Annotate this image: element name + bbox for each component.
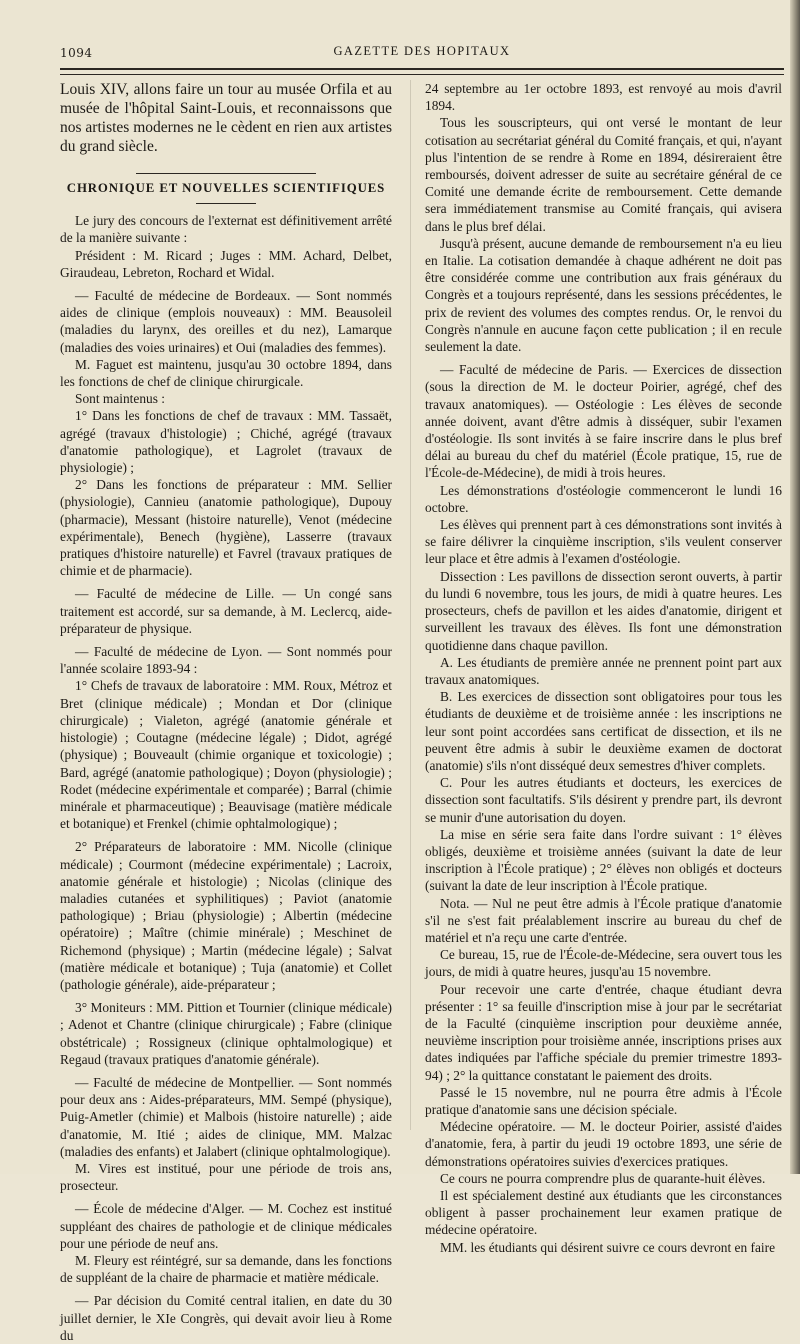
paragraph: B. Les exercices de dissection sont obligatoires pour tous les étudiants de deuxième et de troisième année : les inscriptions ne leur sont point accordées sans certificat de dissection, et ils ne peuvent être admis à subir le deuxième examen de doctorat (anatomie) s'ils n'ont disséqué deux semestres d'hiver complets. bbox=[425, 689, 782, 773]
paragraph: Passé le 15 novembre, nul ne pourra être admis à l'École pratique d'anatomie sans une décision spéciale. bbox=[425, 1084, 782, 1117]
paragraph: M. Faguet est maintenu, jusqu'au 30 octobre 1894, dans les fonctions de chef de clinique chirurgicale. bbox=[60, 356, 392, 390]
paragraph: Président : M. Ricard ; Juges : MM. Achard, Delbet, Giraudeau, Lebreton, Rochard et Widal. bbox=[60, 247, 392, 280]
page-number: 1094 bbox=[60, 46, 93, 60]
paragraph: Il est spécialement destiné aux étudiants que les circonstances obligent à passer prochainement leur examen pratique de médecine opératoire. bbox=[425, 1188, 782, 1238]
paragraph: Ce cours ne pourra comprendre plus de quarante-huit élèves. bbox=[440, 1170, 766, 1186]
paragraph: Jusqu'à présent, aucune demande de remboursement n'a eu lieu en Italie. La cotisation demandée à chaque adhérent ne doit pas être considérée comme une contribution aux frais généraux du Congrès et a toujours représenté, dans les sessions précédentes, le prix de revient des volumes des comptes rendus. Or, le renvoi du Congrès n'annule en aucune façon cette publication ; il en recule seulement la date. bbox=[425, 235, 782, 355]
paragraph: Les démonstrations d'ostéologie commenceront le lundi 16 octobre. bbox=[425, 482, 782, 515]
paragraph: Pour recevoir une carte d'entrée, chaque étudiant devra présenter : 1° sa feuille d'inscription mise à jour par le secrétariat de la Faculté (cinquième inscription pour deuxième année, neuvième inscription pour troisième année, inscriptions prises aux dates indiquées par l'affiche spéciale du premier trimestre 1893-94) ; 2° la quittance constatant le paiement des droits. bbox=[425, 981, 782, 1083]
paragraph: — École de médecine d'Alger. — M. Cochez est institué suppléant des chaires de pathologie et de clinique médicales pour une période de neuf ans. bbox=[60, 1201, 392, 1251]
paragraph: 2° Dans les fonctions de préparateur : MM. Sellier (physiologie), Cannieu (anatomie pathologique), Dupouy (pharmacie), Messant (histoire naturelle), Venot (médecine expérimentale), Benech (hygiène), Lasserre (travaux pratiques d'histoire naturelle) et Favrel (travaux pratiques de chimie et de pharmacie). bbox=[60, 477, 392, 579]
paragraph: M. Vires est institué, pour une période de trois ans, prosecteur. bbox=[60, 1160, 392, 1194]
paragraph: 1° Chefs de travaux de laboratoire : MM. Roux, Métroz et Bret (clinique médicale) ; Mondan et Dor (clinique chirurgicale) ; Vialeton, agrégé (anatomie générale et histologie) ; Coutagne (médecine légale) ; Didot, agrégé (physique) ; Bouveault (chimie organique et toxicologie) ; Bard, agrégé (anatomie pathologique) ; Doyon (physiologie) ; Rodet (médecine expérimentale et comparée) ; Barral (chimie minérale et pharmaceutique) ; Beauvisage (matière médicale et botanique) et Frenkel (chimie ophtalmologique) ; bbox=[60, 678, 392, 832]
paragraph: La mise en série sera faite dans l'ordre suivant : 1° élèves obligés, deuxième et troisième années (suivant la date de leur inscription à l'École pratique) ; 2° élèves non obligés et docteurs (suivant la date de leur inscription à l'École pratique. bbox=[425, 826, 782, 894]
paragraph: — Par décision du Comité central italien, en date du 30 juillet dernier, le XIe Congrès, qui devait avoir lieu à Rome du bbox=[60, 1293, 392, 1343]
page-edge bbox=[790, 0, 800, 1174]
paragraph: Tous les souscripteurs, qui ont versé le montant de leur cotisation au secrétariat général du Comité français, et qui, n'ayant plus l'intention de se rendre à Rome en 1894, désireraient être remboursés, doivent adresser de suite au secrétaire général de ce Comité une demande écrite de remboursement. Cette demande sera immédiatement transmise au Comité français, qui avisera dans le plus bref délai. bbox=[425, 115, 782, 234]
paragraph: 3° Moniteurs : MM. Pittion et Tournier (clinique médicale) ; Adenot et Chantre (clinique chirurgicale) ; Fabre (clinique obstétricale) ; Rossigneux (clinique ophtalmologique) et Regaud (travaux pratiques d'anatomie générale). bbox=[60, 1000, 392, 1067]
column-divider bbox=[410, 80, 411, 1130]
paragraph: — Faculté de médecine de Paris. — Exercices de dissection (sous la direction de M. le docteur Poirier, agrégé, chef des travaux anatomiques). — Ostéologie : Les élèves de seconde année doivent, avant d'être admis à disséquer, subir l'examen d'ostéologie. Ils sont invités à se faire inscrire dans le plus bref délai au bureau du chef du matériel (École pratique, 15, rue de l'École-de-Médecine), de midi à trois heures. bbox=[425, 362, 782, 481]
paragraph: 1° Dans les fonctions de chef de travaux : MM. Tassaët, agrégé (travaux d'histologie) ; Chiché, agrégé (travaux d'anatomie pathologique), et Lagrolet (travaux de physiologie) ; bbox=[60, 408, 392, 476]
paragraph: Le jury des concours de l'externat est définitivement arrêté de la manière suivante : bbox=[60, 213, 392, 246]
running-title: GAZETTE DES HOPITAUX bbox=[333, 44, 511, 58]
paragraph: Ce bureau, 15, rue de l'École-de-Médecine, sera ouvert tous les jours, de midi à quatre heures, jusqu'au 15 novembre. bbox=[425, 947, 782, 980]
paragraph: 24 septembre au 1er octobre 1893, est renvoyé au mois d'avril 1894. bbox=[425, 81, 782, 114]
paragraph: MM. les étudiants qui désirent suivre ce cours devront en faire bbox=[440, 1239, 776, 1255]
lead-paragraph: Louis XIV, allons faire un tour au musée Orfila et au musée de l'hôpital Saint-Louis, et reconnaissons que nos artistes modernes ne le cèdent en rien aux artistes du grand siècle. bbox=[60, 81, 392, 155]
paragraph: — Faculté de médecine de Montpellier. — Sont nommés pour deux ans : Aides-préparateurs, MM. Sempé (physique), Puig-Ametler (chimie) et Malbois (histoire naturelle) ; aide d'anatomie, M. Itié ; aides de clinique, MM. Malzac (maladies des enfants) et Jalabert (clinique ophtalmologique). bbox=[60, 1074, 392, 1159]
paragraph: Les élèves qui prennent part à ces démonstrations sont invités à se faire délivrer la cinquième inscription, s'ils veulent conserver leur place et être admis à l'examen d'ostéologie. bbox=[425, 517, 782, 567]
paragraph: Médecine opératoire. — M. le docteur Poirier, assisté d'aides d'anatomie, fera, à partir du jeudi 19 octobre 1893, une série de démonstrations opératoires suivies d'exercices pratiques. bbox=[425, 1119, 782, 1169]
paragraph: 2° Préparateurs de laboratoire : MM. Nicolle (clinique médicale) ; Courmont (médecine expérimentale) ; Lacroix, anatomie générale et histologie) ; Nicolas (clinique des maladies cutanées et syphilitiques) ; Paviot (anatomie pathologique) ; Briau (physiologie) ; Albertin (médecine opératoire) ; Maître (chimie minérale) ; Meschinet de Richemond (physique) ; Martin (médecine légale) ; Salvat (matière médicale et botanique) ; Tuja (anatomie) et Collet (pathologie générale), aide-préparateur ; bbox=[60, 839, 392, 992]
left-column bbox=[60, 80, 392, 1344]
paragraph: Nota. — Nul ne peut être admis à l'École pratique d'anatomie s'il ne s'est fait préalablement inscrire au bureau du chef de matériel et n'a reçu une carte d'entrée. bbox=[425, 895, 782, 945]
section-heading: CHRONIQUE ET NOUVELLES SCIENTIFIQUES bbox=[66, 181, 386, 195]
paragraph: — Faculté de médecine de Lyon. — Sont nommés pour l'année scolaire 1893-94 : bbox=[60, 644, 392, 677]
header-rule bbox=[60, 68, 784, 75]
paragraph: — Faculté de médecine de Bordeaux. — Sont nommés aides de clinique (emplois nouveaux) : MM. Beausoleil (maladies du larynx, des oreilles et du nez), Lamarque (maladies des voies urinaires) et Oui (maladies des femmes). bbox=[60, 288, 392, 355]
paragraph: Sont maintenus : bbox=[75, 391, 166, 407]
paragraph: C. Pour les autres étudiants et docteurs, les exercices de dissection sont facultatifs. S'ils désirent y prendre part, ils devront se munir d'une autorisation du doyen. bbox=[425, 775, 782, 825]
heading-rule bbox=[196, 203, 256, 204]
ornament-divider bbox=[60, 164, 392, 174]
paragraph: M. Fleury est réintégré, sur sa demande, dans les fonctions de suppléant de la chaire de pharmacie et matière médicale. bbox=[60, 1252, 392, 1286]
paragraph: A. Les étudiants de première année ne prennent point part aux travaux anatomiques. bbox=[425, 654, 782, 687]
paragraph: Dissection : Les pavillons de dissection seront ouverts, à partir du lundi 6 novembre, tous les jours, de midi à quatre heures. Les prosecteurs, chefs de pavillon et les aides d'anatomie, dirigent et surveillent les travaux des élèves. Ils font une démonstration quotidienne dans chaque pavillon. bbox=[425, 568, 782, 653]
right-column bbox=[425, 80, 782, 1256]
page-header bbox=[60, 44, 784, 68]
paragraph: — Faculté de médecine de Lille. — Un congé sans traitement est accordé, sur sa demande, à M. Leclercq, aide-préparateur de physique. bbox=[60, 586, 392, 636]
